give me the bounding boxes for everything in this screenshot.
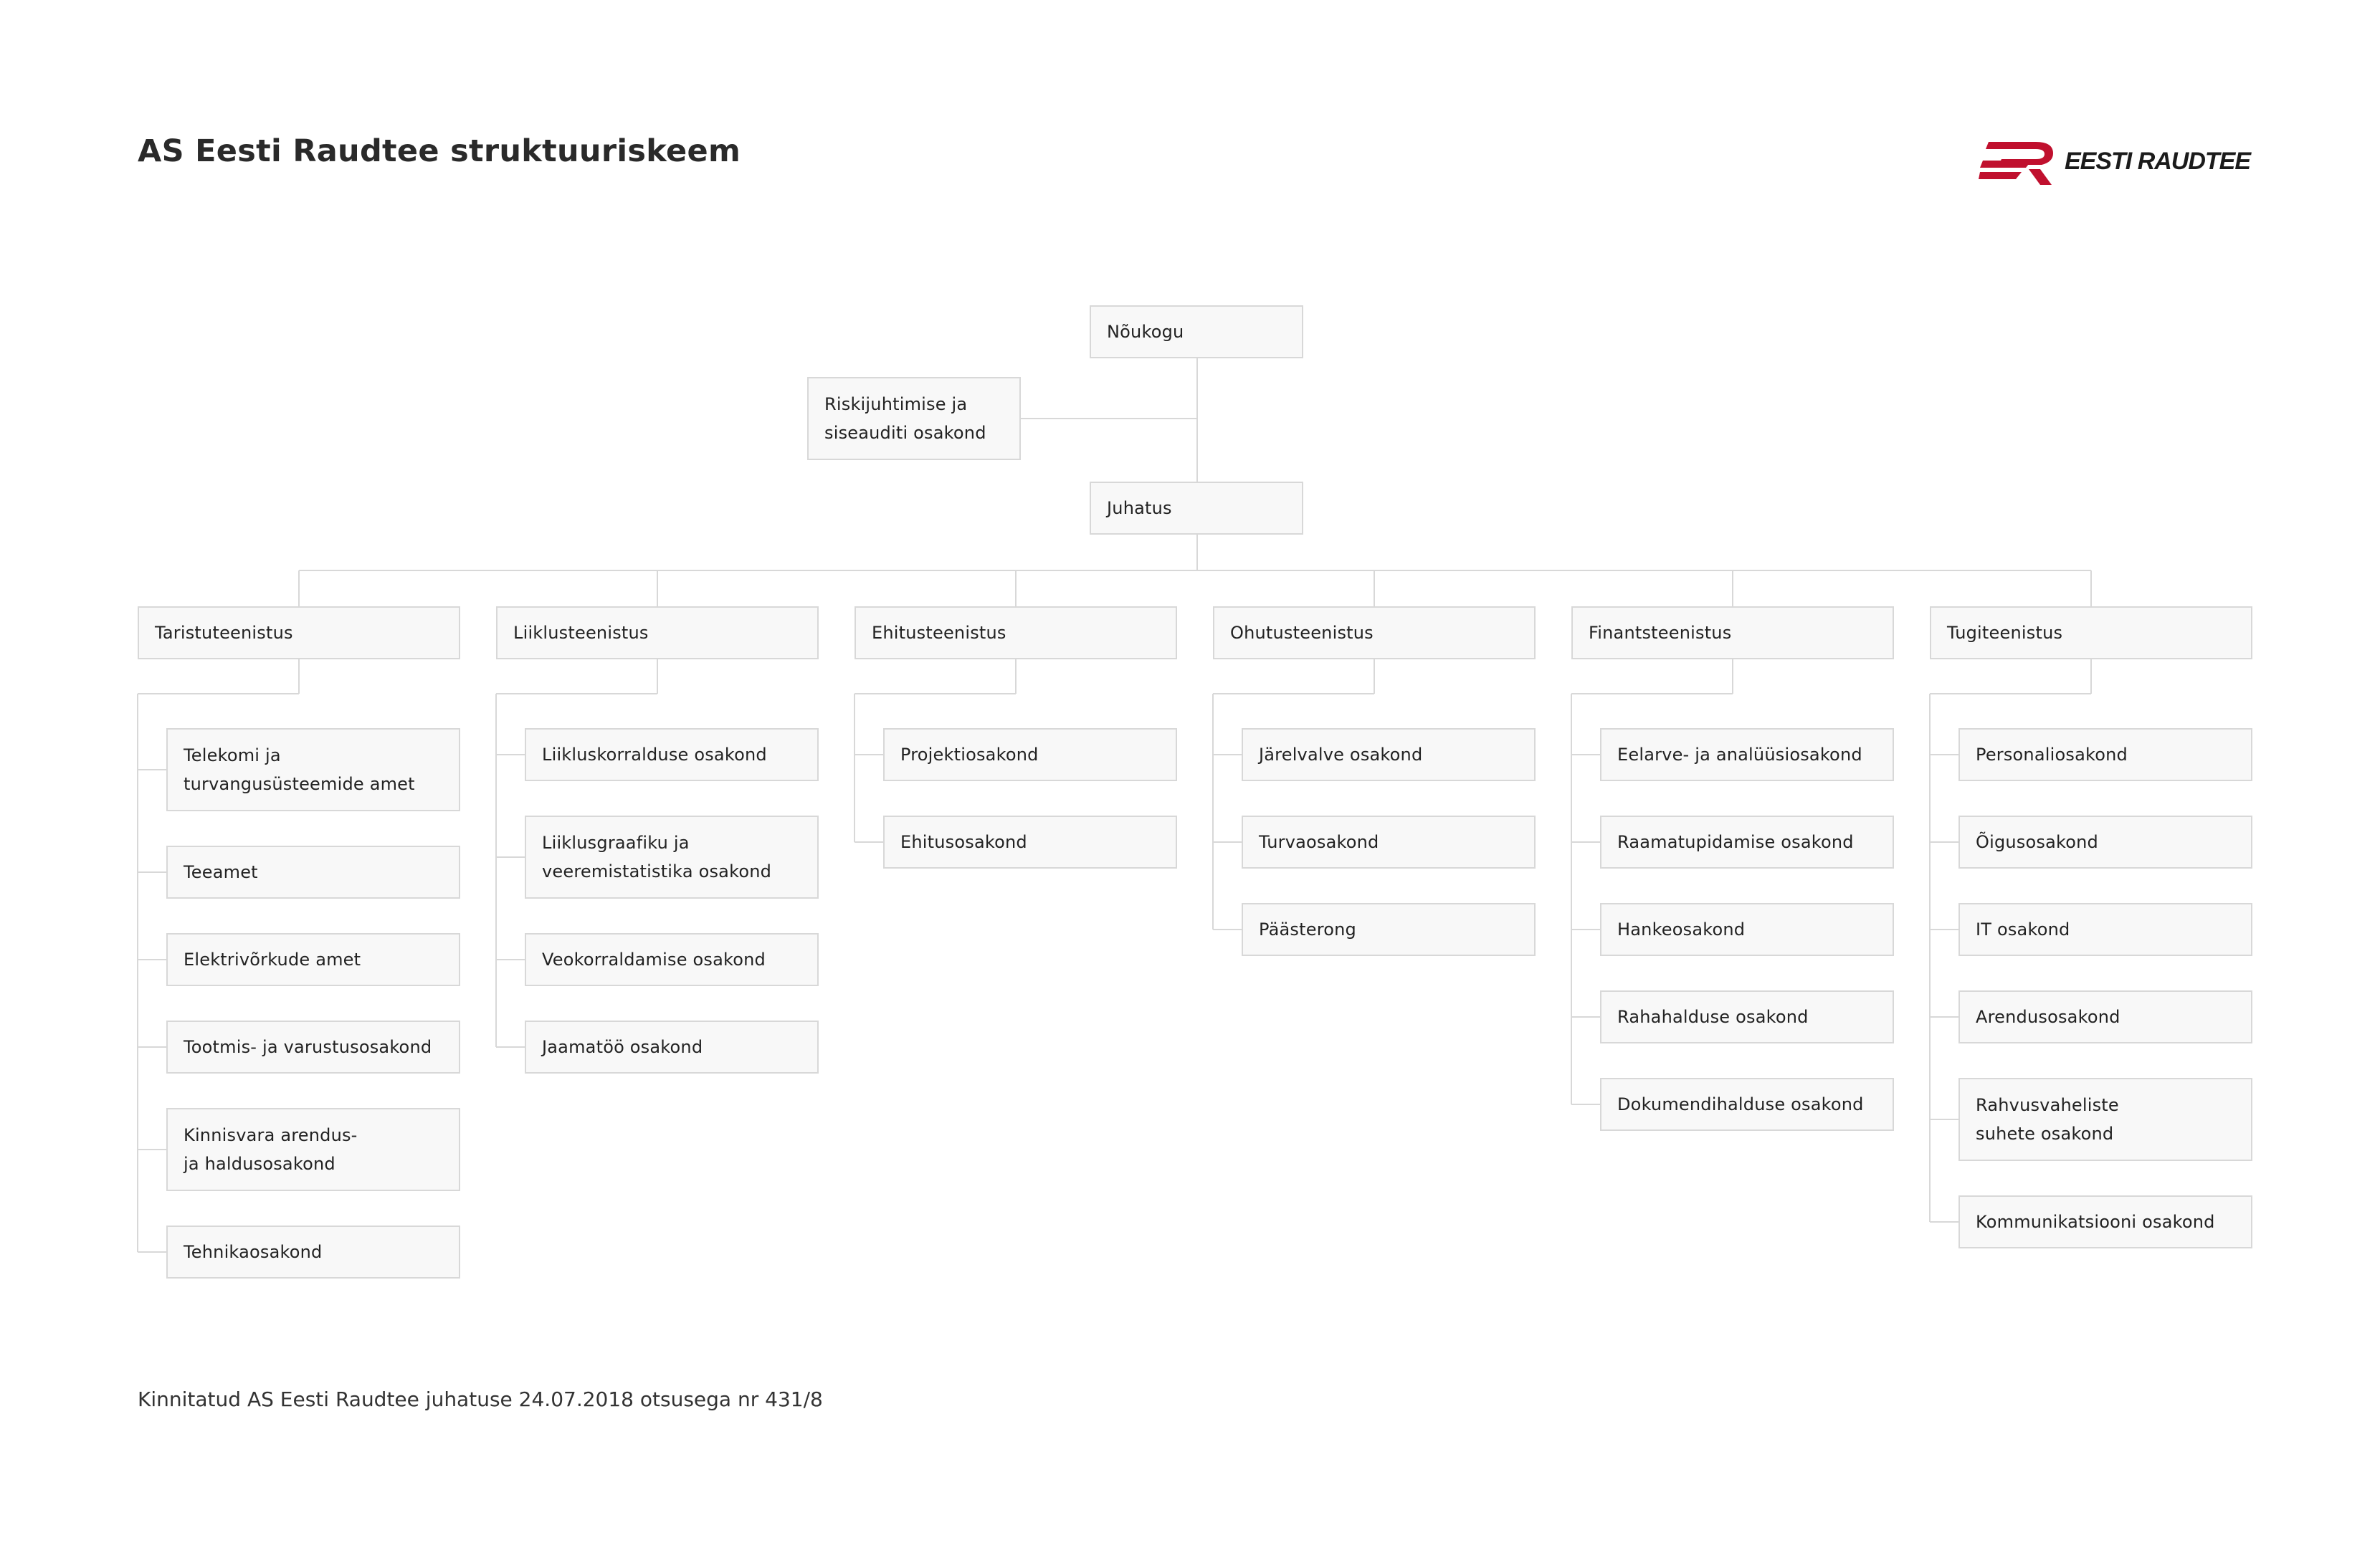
department-box-label: Liikluskorralduse osakond xyxy=(542,745,767,765)
department-box-label: Kinnisvara arendus- ja haldusosakond xyxy=(184,1125,358,1174)
service-box-3-label: Ehitusteenistus xyxy=(872,623,1006,643)
service-box-4-label: Ohutusteenistus xyxy=(1230,623,1374,643)
department-box-label: Personaliosakond xyxy=(1976,745,2128,765)
service-box-5-label: Finantsteenistus xyxy=(1589,623,1732,643)
department-box-label: Dokumendihalduse osakond xyxy=(1617,1094,1864,1114)
approval-note: Kinnitatud AS Eesti Raudtee juhatuse 24.07.2018 otsusega nr 431/8 xyxy=(138,1387,823,1411)
department-box-label: Turvaosakond xyxy=(1259,832,1379,852)
logo-text: EESTI RAUDTEE xyxy=(2065,148,2251,175)
department-box xyxy=(1958,903,2252,956)
page-title: AS Eesti Raudtee struktuuriskeem xyxy=(138,133,741,169)
department-box-label: Elektrivõrkude amet xyxy=(184,950,361,970)
service-box-1 xyxy=(138,606,460,659)
department-box xyxy=(1600,728,1894,781)
department-box xyxy=(1242,728,1536,781)
department-box-label: Veokorraldamise osakond xyxy=(542,950,766,970)
department-box-label: Telekomi ja turvangusüsteemide amet xyxy=(184,745,415,794)
service-box-4 xyxy=(1213,606,1536,659)
department-box-label: Tootmis- ja varustusosakond xyxy=(184,1037,432,1057)
department-box xyxy=(1958,990,2252,1043)
service-box-5 xyxy=(1571,606,1894,659)
council-box-label: Nõukogu xyxy=(1107,322,1184,342)
service-box-6 xyxy=(1930,606,2252,659)
department-box-label: IT osakond xyxy=(1976,919,2070,940)
department-box-label: Jaamatöö osakond xyxy=(542,1037,703,1057)
department-box xyxy=(525,1021,819,1074)
department-box xyxy=(1600,990,1894,1043)
department-box-label: Projektiosakond xyxy=(900,745,1039,765)
department-box xyxy=(166,1021,460,1074)
department-box xyxy=(525,933,819,986)
department-box-label: Päästerong xyxy=(1259,919,1356,940)
service-box-3 xyxy=(855,606,1177,659)
department-box xyxy=(166,846,460,899)
risk-dept-box-label: Riskijuhtimise ja siseauditi osakond xyxy=(824,394,986,443)
department-box xyxy=(1242,816,1536,869)
department-box xyxy=(1600,816,1894,869)
service-box-1-label: Taristuteenistus xyxy=(155,623,293,643)
department-box xyxy=(1242,903,1536,956)
department-box xyxy=(525,728,819,781)
department-box-label: Arendusosakond xyxy=(1976,1007,2120,1027)
department-box xyxy=(1958,1195,2252,1248)
service-box-2-label: Liiklusteenistus xyxy=(513,623,649,643)
board-box-label: Juhatus xyxy=(1107,498,1172,518)
department-box xyxy=(166,1226,460,1279)
department-box xyxy=(1958,816,2252,869)
department-box-label: Eelarve- ja analüüsiosakond xyxy=(1617,745,1862,765)
department-box-label: Raamatupidamise osakond xyxy=(1617,832,1854,852)
department-box xyxy=(166,933,460,986)
department-box-label: Õigusosakond xyxy=(1976,832,2098,852)
risk-dept-box xyxy=(807,377,1021,460)
department-box-label: Järelvalve osakond xyxy=(1259,745,1423,765)
department-box xyxy=(166,728,460,811)
department-box-label: Rahahalduse osakond xyxy=(1617,1007,1809,1027)
department-box xyxy=(525,816,819,899)
department-box xyxy=(1958,1078,2252,1161)
board-box xyxy=(1090,482,1303,535)
department-box xyxy=(1600,1078,1894,1131)
department-box-label: Ehitusosakond xyxy=(900,832,1027,852)
department-box-label: Hankeosakond xyxy=(1617,919,1746,940)
department-box xyxy=(166,1108,460,1191)
department-box xyxy=(1600,903,1894,956)
service-box-2 xyxy=(496,606,819,659)
department-box-label: Liiklusgraafiku ja veeremistatistika osakond xyxy=(542,833,772,882)
council-box xyxy=(1090,305,1303,358)
department-box-label: Kommunikatsiooni osakond xyxy=(1976,1212,2215,1232)
department-box xyxy=(883,816,1177,869)
department-box-label: Teeamet xyxy=(184,862,258,882)
department-box xyxy=(883,728,1177,781)
department-box-label: Rahvusvaheliste suhete osakond xyxy=(1976,1095,2119,1144)
department-box-label: Tehnikaosakond xyxy=(184,1242,323,1262)
department-box xyxy=(1958,728,2252,781)
service-box-6-label: Tugiteenistus xyxy=(1947,623,2063,643)
